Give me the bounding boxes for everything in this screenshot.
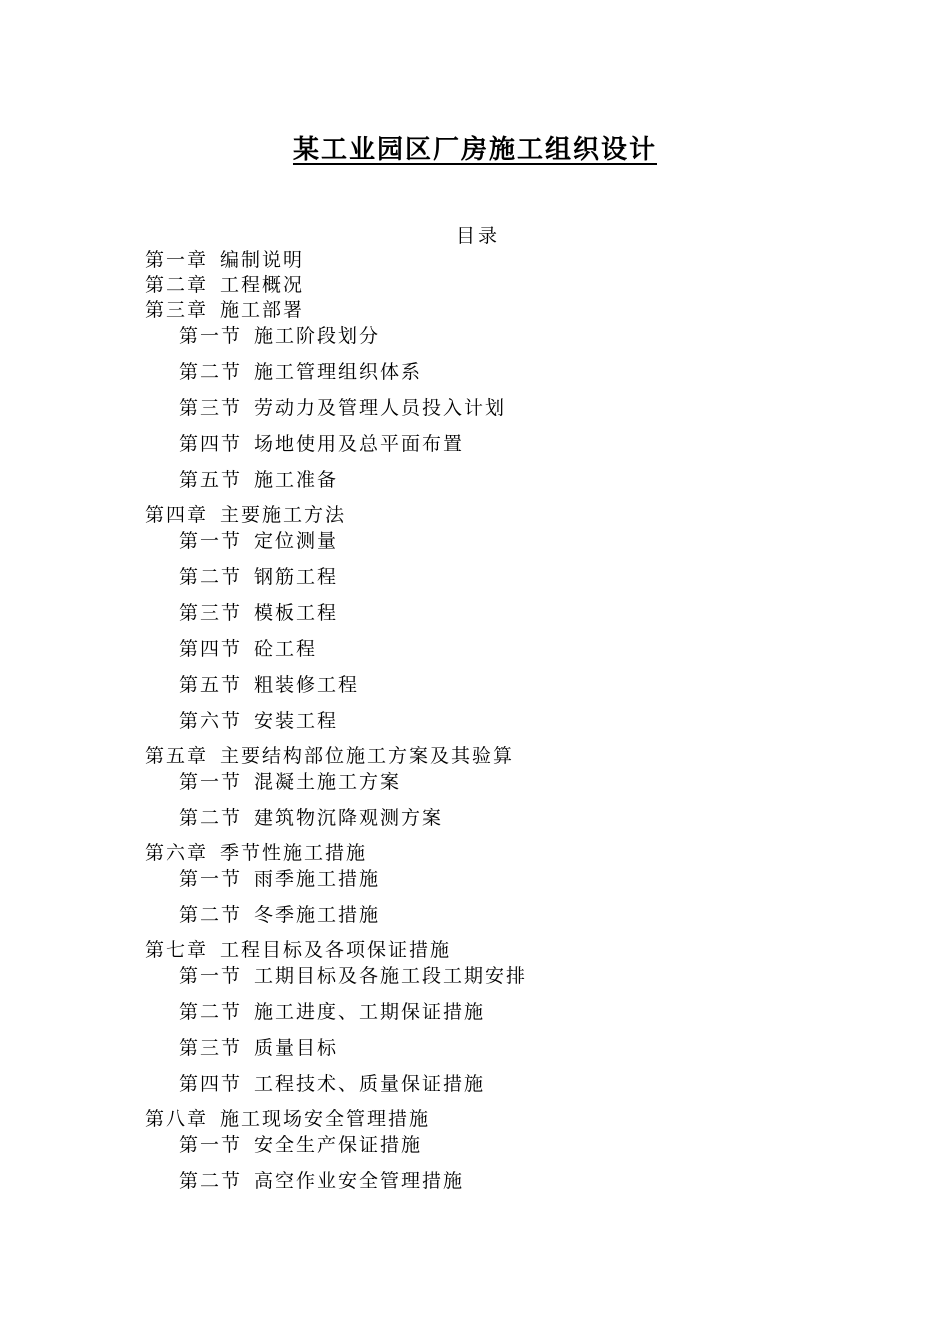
chapter-number: 第四章 [145,504,209,526]
section-title: 钢筋工程 [254,566,339,588]
section-number: 第六节 [179,710,243,732]
document-title-text: 某工业园区厂房施工组织设计 [292,135,657,165]
chapter-title: 主要结构部位施工方案及其验算 [220,745,515,767]
section-number: 第一节 [179,965,243,987]
section-title: 施工准备 [254,469,339,491]
toc-chapter [145,298,845,323]
section-number: 第三节 [179,1037,243,1059]
toc-section [145,564,845,600]
toc-section [145,805,845,841]
section-title: 混凝土施工方案 [254,771,402,793]
section-title: 定位测量 [254,530,339,552]
section-title: 安装工程 [254,710,339,732]
toc-section [145,1071,845,1107]
chapter-number: 第五章 [145,745,209,767]
section-number: 第四节 [179,1073,243,1095]
section-title: 工程技术、质量保证措施 [254,1073,486,1095]
table-of-contents [145,248,845,1204]
toc-chapter [145,248,845,273]
toc-section [145,467,845,503]
section-number: 第二节 [179,807,243,829]
toc-section [145,999,845,1035]
section-title: 质量目标 [254,1037,339,1059]
section-number: 第二节 [179,1001,243,1023]
chapter-title: 工程概况 [220,274,305,296]
toc-chapter [145,503,845,528]
toc-heading: 目录 [455,225,500,247]
chapter-title: 工程目标及各项保证措施 [220,939,452,961]
section-number: 第一节 [179,1134,243,1156]
toc-section [145,359,845,395]
toc-section [145,323,845,359]
toc-section [145,431,845,467]
toc-section [145,1132,845,1168]
toc-chapter [145,938,845,963]
section-title: 场地使用及总平面布置 [254,433,465,455]
section-title: 粗装修工程 [254,674,360,696]
section-number: 第一节 [179,325,243,347]
toc-section [145,1168,845,1204]
section-title: 高空作业安全管理措施 [254,1170,465,1192]
chapter-number: 第六章 [145,842,209,864]
chapter-number: 第三章 [145,299,209,321]
chapter-title: 施工现场安全管理措施 [220,1108,431,1130]
toc-section [145,395,845,431]
section-title: 施工进度、工期保证措施 [254,1001,486,1023]
toc-chapter [145,841,845,866]
section-title: 安全生产保证措施 [254,1134,423,1156]
toc-section [145,600,845,636]
chapter-title: 施工部署 [220,299,305,321]
section-number: 第三节 [179,602,243,624]
toc-chapter [145,1107,845,1132]
toc-section [145,636,845,672]
section-number: 第二节 [179,1170,243,1192]
section-number: 第二节 [179,566,243,588]
toc-section [145,708,845,744]
section-number: 第三节 [179,397,243,419]
section-number: 第二节 [179,361,243,383]
chapter-number: 第一章 [145,249,209,271]
section-title: 雨季施工措施 [254,868,381,890]
section-title: 施工阶段划分 [254,325,381,347]
section-number: 第一节 [179,771,243,793]
section-title: 冬季施工措施 [254,904,381,926]
toc-section [145,902,845,938]
chapter-number: 第二章 [145,274,209,296]
chapter-title: 主要施工方法 [220,504,347,526]
section-number: 第五节 [179,469,243,491]
toc-section [145,769,845,805]
section-number: 第五节 [179,674,243,696]
chapter-title: 季节性施工措施 [220,842,368,864]
toc-chapter [145,744,845,769]
toc-section [145,1035,845,1071]
section-number: 第一节 [179,530,243,552]
chapter-title: 编制说明 [220,249,305,271]
section-number: 第二节 [179,904,243,926]
section-title: 劳动力及管理人员投入计划 [254,397,507,419]
section-title: 模板工程 [254,602,339,624]
section-title: 建筑物沉降观测方案 [254,807,444,829]
section-number: 第一节 [179,868,243,890]
chapter-number: 第八章 [145,1108,209,1130]
chapter-number: 第七章 [145,939,209,961]
toc-chapter [145,273,845,298]
toc-section [145,866,845,902]
section-number: 第四节 [179,638,243,660]
toc-section [145,963,845,999]
section-title: 砼工程 [254,638,318,660]
toc-section [145,528,845,564]
section-title: 工期目标及各施工段工期安排 [254,965,528,987]
document-title [0,132,950,168]
toc-section [145,672,845,708]
section-title: 施工管理组织体系 [254,361,423,383]
section-number: 第四节 [179,433,243,455]
